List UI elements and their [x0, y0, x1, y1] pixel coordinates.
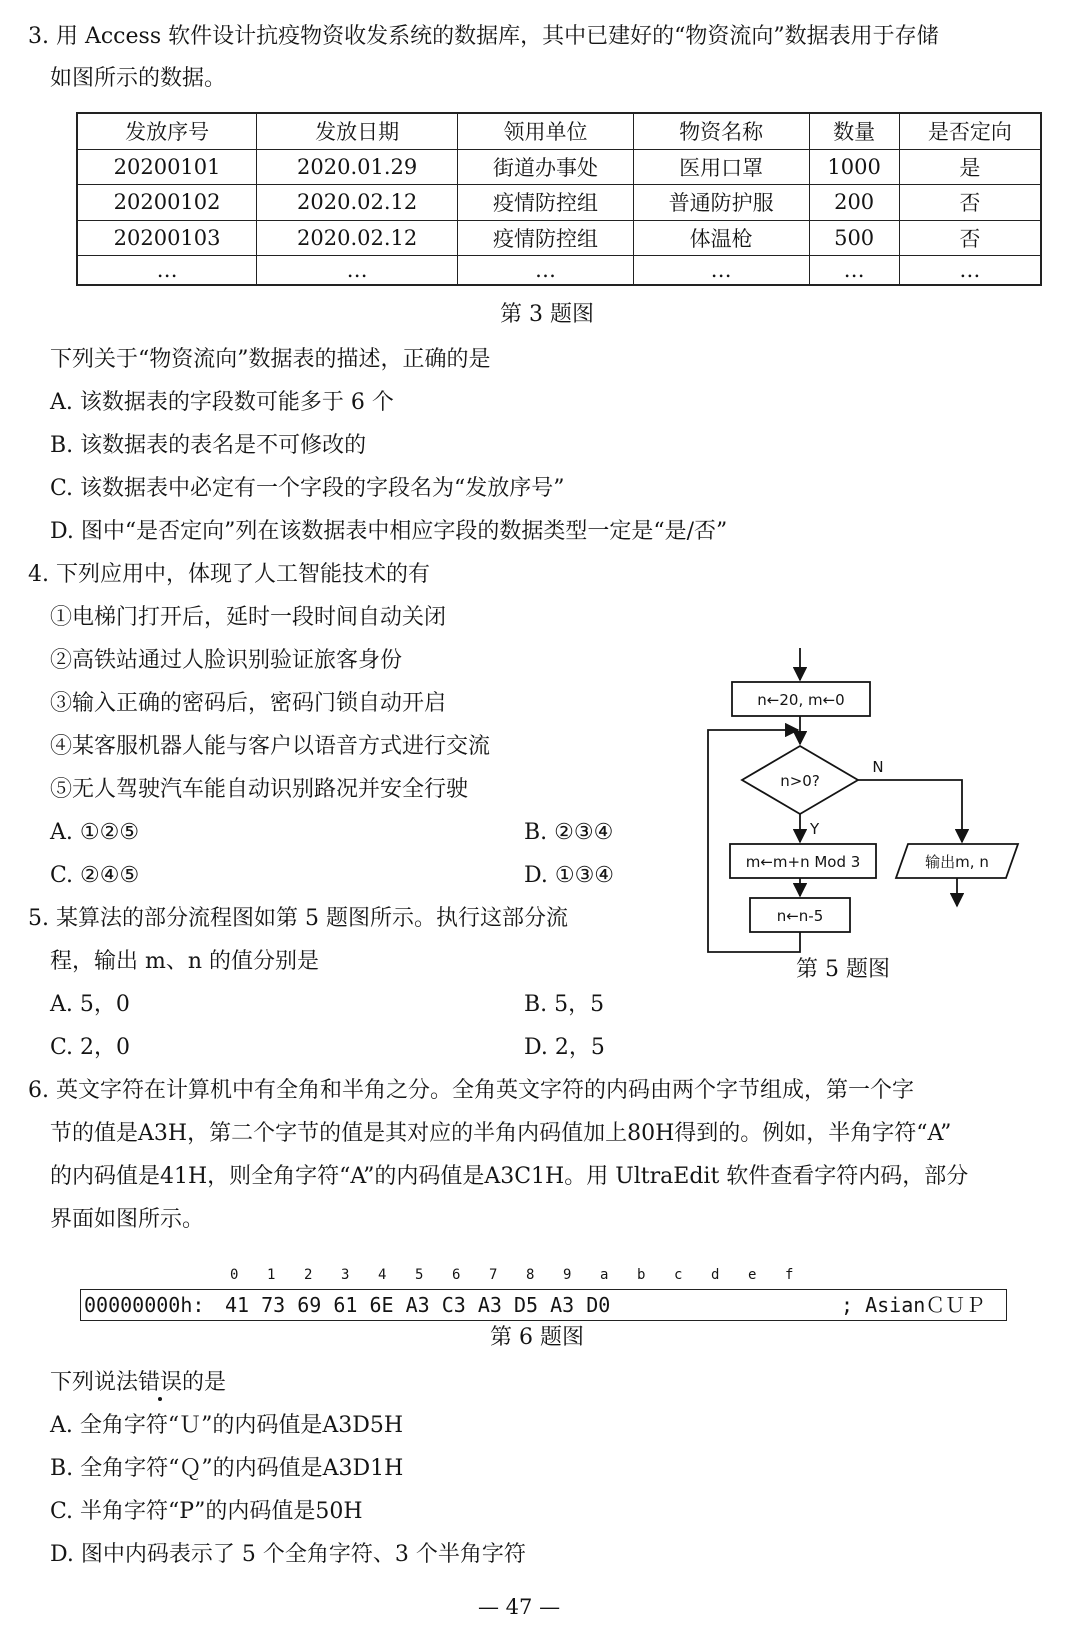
q4-option-c: C. ②④⑤: [50, 863, 140, 888]
table-cell: 疫情防控组: [458, 220, 634, 256]
hex-col: d: [711, 1267, 720, 1283]
hex-col: 4: [378, 1267, 387, 1283]
flowchart-step-2: n←n-5: [776, 907, 824, 925]
table-header-cell: 数量: [809, 113, 899, 149]
q5-stem-line-1: 5. 某算法的部分流程图如第 5 题图所示。执行这部分流: [28, 906, 568, 931]
hex-col: e: [748, 1267, 757, 1283]
table-cell: 2020.01.29: [257, 149, 458, 185]
table-header-cell: 领用单位: [458, 113, 634, 149]
table-cell: …: [809, 256, 899, 285]
hex-col: 8: [526, 1267, 535, 1283]
q3-option-c: C. 该数据表中必定有一个字段的字段名为“发放序号”: [50, 476, 565, 501]
table-cell: …: [458, 256, 634, 285]
table-cell: 否: [899, 185, 1041, 221]
q6-stem-line-3: 的内码值是41H，则全角字符“A”的内码值是A3C1H。用 UltraEdit 软件查看字符内码，部分: [50, 1164, 969, 1189]
table-cell: 500: [809, 220, 899, 256]
hex-col: 5: [415, 1267, 424, 1283]
q3-data-table: [76, 112, 1042, 286]
flowchart-yes-label: Y: [810, 820, 820, 838]
q3-option-a: A. 该数据表的字段数可能多于 6 个: [50, 390, 394, 415]
q6-question-emphasis: 错误: [138, 1370, 183, 1395]
q3-stem-line-1: 3. 用 Access 软件设计抗疫物资收发系统的数据库，其中已建好的“物资流向”数据表用于存储: [28, 24, 939, 49]
table-header-row: [77, 113, 1041, 149]
table-header-cell: 发放日期: [257, 113, 458, 149]
table-header-cell: 是否定向: [899, 113, 1041, 149]
flowchart-condition: n>0?: [780, 772, 820, 790]
table-cell: …: [77, 256, 257, 285]
hex-col: 0: [230, 1267, 239, 1283]
page-number: — 47 —: [478, 1595, 561, 1619]
q4-item-4: ④某客服机器人能与客户以语音方式进行交流: [50, 734, 491, 759]
q6-caption: 第 6 题图: [490, 1325, 584, 1350]
hex-col: a: [600, 1267, 609, 1283]
hex-col: f: [785, 1267, 794, 1283]
table-cell: 是: [899, 149, 1041, 185]
q4-stem: 4. 下列应用中，体现了人工智能技术的有: [28, 562, 430, 587]
q6-question: [50, 1368, 226, 1398]
q6-option-b: B. 全角字符“Ｑ”的内码值是A3D1H: [50, 1456, 404, 1481]
q6-question-prefix: 下列说法: [50, 1370, 139, 1395]
q4-item-1: ①电梯门打开后，延时一段时间自动关闭: [50, 605, 447, 630]
flowchart-no-label: N: [872, 758, 884, 776]
q5-caption: 第 5 题图: [796, 957, 890, 982]
q5-option-c: C. 2，0: [50, 1035, 131, 1060]
q6-option-d: D. 图中内码表示了 5 个全角字符、3 个半角字符: [50, 1542, 526, 1567]
q5-flowchart: [700, 640, 1040, 990]
q3-option-b: B. 该数据表的表名是不可修改的: [50, 433, 367, 458]
hex-col: 3: [341, 1267, 350, 1283]
q5-stem-line-2: 程，输出 m、n 的值分别是: [50, 949, 320, 974]
q6-stem-line-1: 6. 英文字符在计算机中有全角和半角之分。全角英文字符的内码由两个字节组成，第一个字: [28, 1078, 914, 1103]
table-cell: 医用口罩: [633, 149, 809, 185]
hex-address: 00000000h:: [84, 1293, 205, 1317]
q5-option-b: B. 5，5: [524, 992, 605, 1017]
table-header-cell: 物资名称: [633, 113, 809, 149]
q4-item-5: ⑤无人驾驶汽车能自动识别路况并安全行驶: [50, 777, 469, 802]
q4-option-a: A. ①②⑤: [50, 820, 140, 845]
table-cell: 20200103: [77, 220, 257, 256]
q4-option-d: D. ①③④: [524, 863, 615, 888]
table-row: [77, 149, 1041, 185]
hex-col: 2: [304, 1267, 313, 1283]
hex-col: c: [674, 1267, 683, 1283]
q3-stem-line-2: 如图所示的数据。: [50, 66, 227, 91]
table-cell: 街道办事处: [458, 149, 634, 185]
table-cell: 2020.02.12: [257, 185, 458, 221]
table-cell: 疫情防控组: [458, 185, 634, 221]
table-cell: 普通防护服: [633, 185, 809, 221]
q5-option-d: D. 2，5: [524, 1035, 605, 1060]
hex-data-row: [80, 1289, 1007, 1321]
hex-col: 7: [489, 1267, 498, 1283]
hex-col: b: [637, 1267, 646, 1283]
hex-col: 1: [267, 1267, 276, 1283]
table-cell: 体温枪: [633, 220, 809, 256]
table-cell: …: [899, 256, 1041, 285]
q4-option-b: B. ②③④: [524, 820, 614, 845]
hex-col: 9: [563, 1267, 572, 1283]
q3-option-d: D. 图中“是否定向”列在该数据表中相应字段的数据类型一定是“是/否”: [50, 519, 728, 544]
q4-item-2: ②高铁站通过人脸识别验证旅客身份: [50, 648, 403, 673]
q3-question: 下列关于“物资流向”数据表的描述，正确的是: [50, 347, 491, 372]
table-cell: 2020.02.12: [257, 220, 458, 256]
table-row: [77, 185, 1041, 221]
q6-stem-line-2: 节的值是A3H，第二个字节的值是其对应的半角内码值加上80H得到的。例如，半角字符“A”: [50, 1121, 952, 1146]
flowchart-output: 输出m, n: [925, 853, 989, 871]
table-cell: 200: [809, 185, 899, 221]
table-cell: 否: [899, 220, 1041, 256]
flowchart-step-1: m←m+n Mod 3: [745, 853, 861, 871]
hex-column-header: [80, 1265, 1007, 1289]
q6-hex-viewer: [80, 1265, 1007, 1321]
hex-text-preview: ; AsianＣＵＰ: [841, 1293, 986, 1317]
flowchart-init: n←20, m←0: [757, 691, 845, 709]
hex-col: 6: [452, 1267, 461, 1283]
table-cell: 1000: [809, 149, 899, 185]
table-row: [77, 256, 1041, 285]
q6-question-suffix: 的是: [182, 1370, 227, 1395]
q6-option-c: C. 半角字符“P”的内码值是50H: [50, 1499, 363, 1524]
table-cell: 20200102: [77, 185, 257, 221]
table-cell: …: [257, 256, 458, 285]
table-header-cell: 发放序号: [77, 113, 257, 149]
q6-option-a: A. 全角字符“Ｕ”的内码值是A3D5H: [50, 1413, 404, 1438]
q5-option-a: A. 5，0: [50, 992, 130, 1017]
table-cell: …: [633, 256, 809, 285]
q4-item-3: ③输入正确的密码后，密码门锁自动开启: [50, 691, 447, 716]
table-row: [77, 220, 1041, 256]
q6-stem-line-4: 界面如图所示。: [50, 1207, 205, 1232]
q3-caption: 第 3 题图: [500, 302, 594, 327]
table-cell: 20200101: [77, 149, 257, 185]
hex-bytes: 41 73 69 61 6E A3 C3 A3 D5 A3 D0: [225, 1293, 611, 1317]
